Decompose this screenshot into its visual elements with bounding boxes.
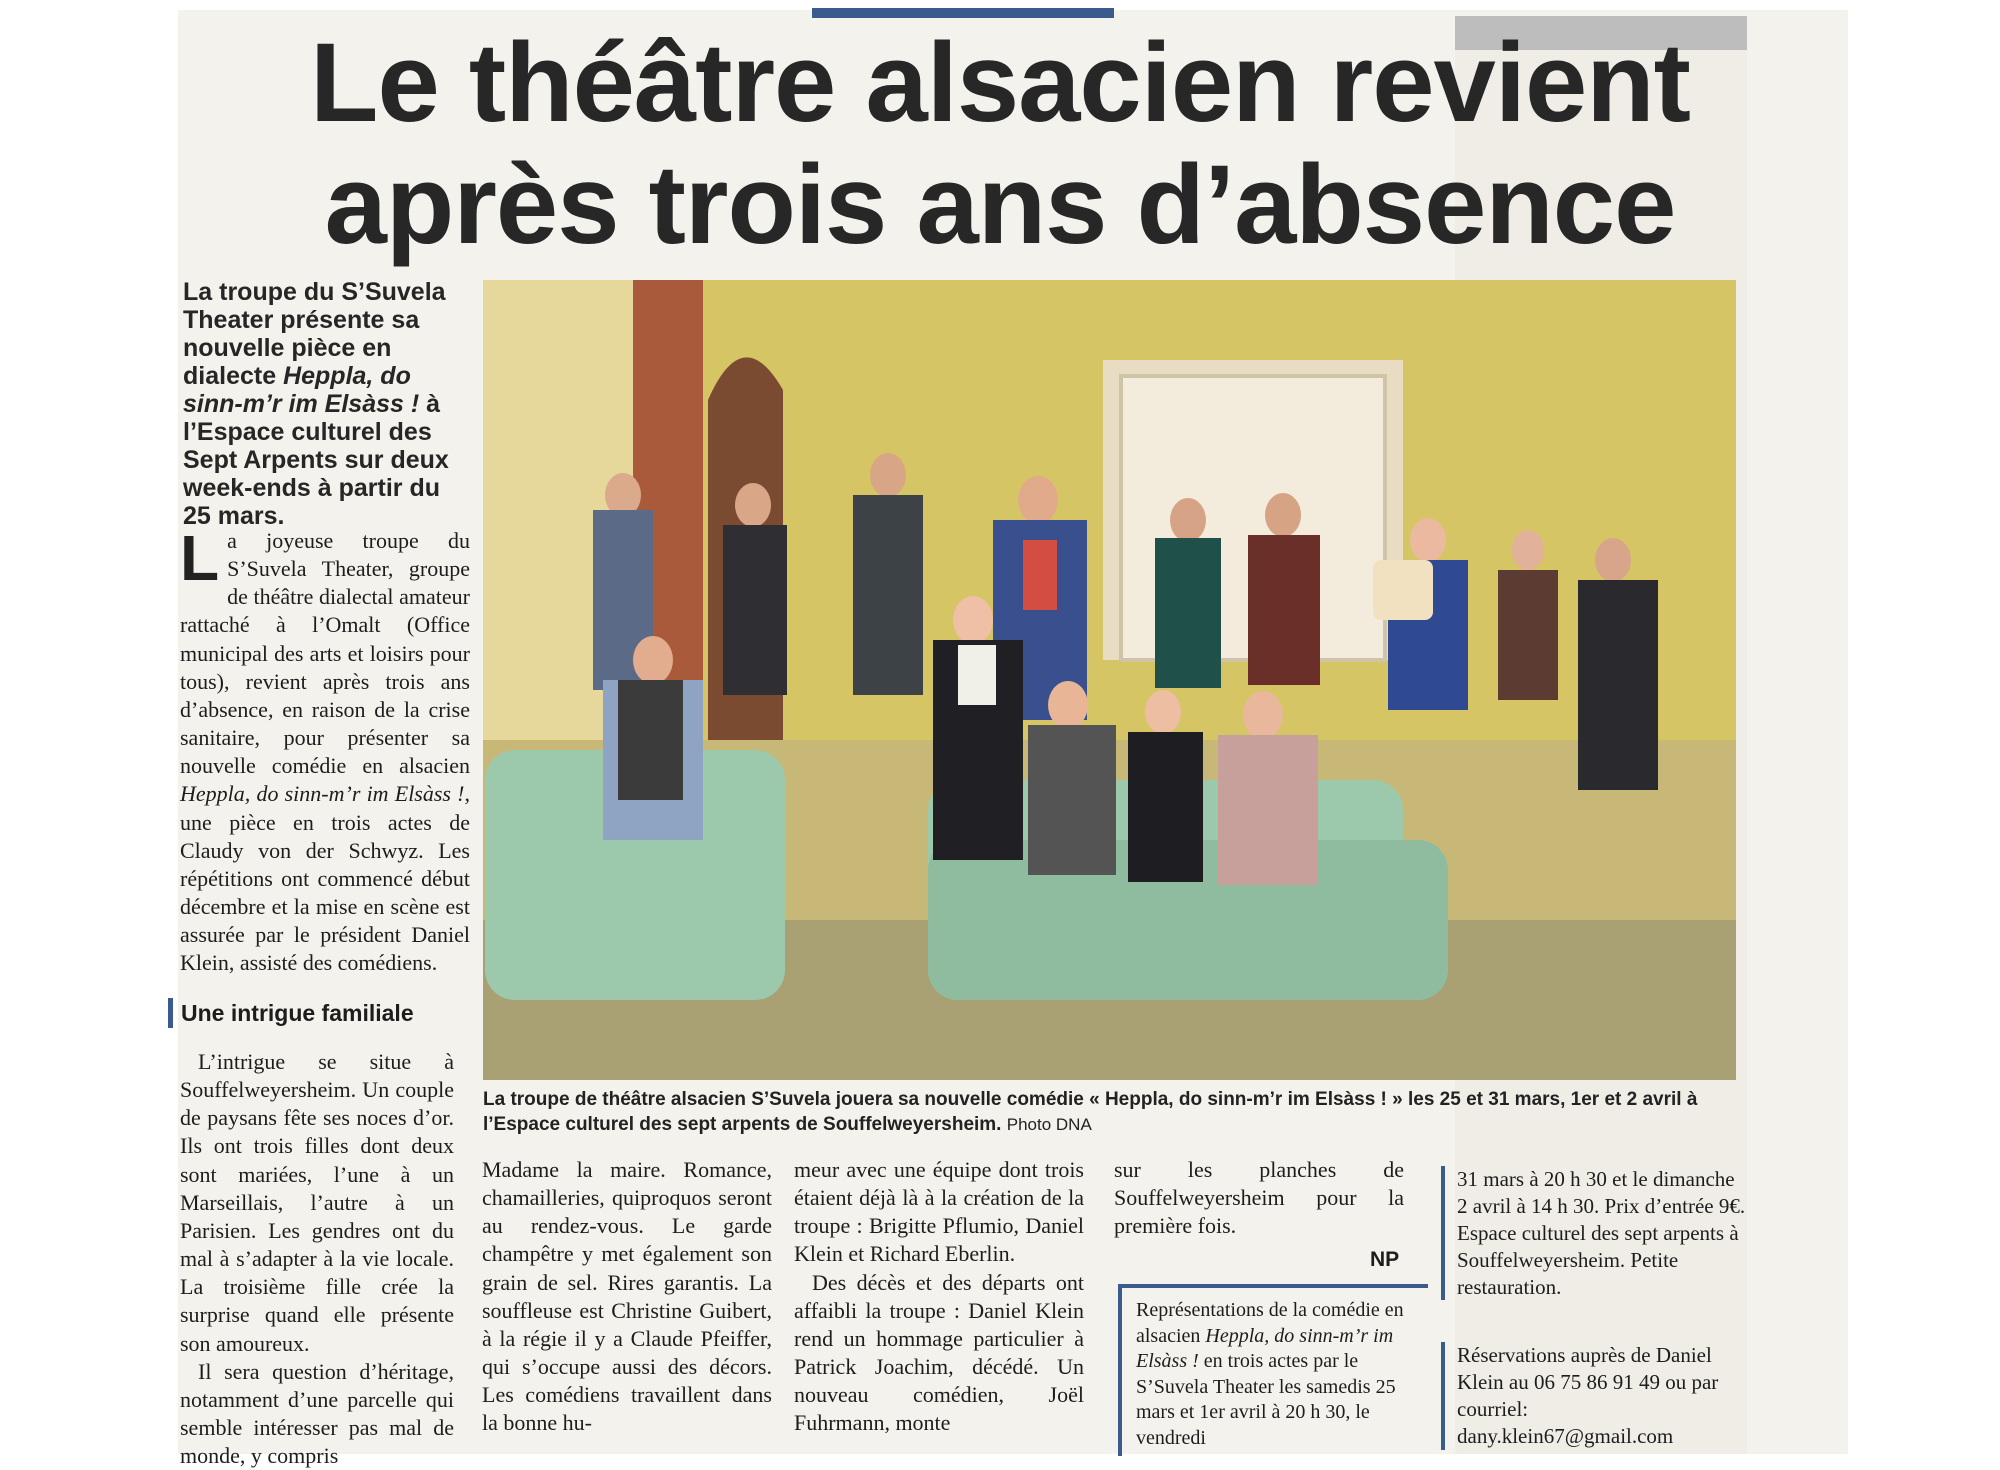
article-column-3: [794, 1156, 1084, 1438]
headline-line-2: après trois ans d’absence: [324, 142, 1676, 267]
article-paragraph-2: L’intrigue se situe à Souffelweyersheim. Un couple de paysans fête ses noces d’or. Ils ont trois filles dont deux sont mariées, l’une à un Marseillais, l’autre à un Parisien. Les gendres ont du mal à s’adapter à la vie locale. La troisième fille crée la surprise quand elle présente son amoureux.: [180, 1049, 454, 1356]
intertitle: Une intrigue familiale: [168, 998, 481, 1028]
author-signature: NP: [1370, 1248, 1400, 1271]
dates-prices-text: 31 mars à 20 h 30 et le dimanche 2 avril à 14 h 30. Prix d’entrée 9€. Espace culturel des sept arpents à Souffelweyersheim. Petite restauration.: [1457, 1167, 1746, 1299]
lead-paragraph: [183, 278, 473, 530]
paragraph-1-play-title: Heppla, do sinn-m’r im Elsàss !: [180, 781, 465, 807]
article-column-2: [482, 1156, 772, 1438]
caption-text: La troupe de théâtre alsacien S’Suvela jouera sa nouvelle comédie « Heppla, do sinn-m’r im Elsàss ! » les 25 et 31 mars, 1er et 2 avril à l’Espace culturel des sept arpents de Souffelweyersheim.: [483, 1089, 1698, 1135]
info-text-b: en trois actes par le S’Suvela Theater les samedis 25 mars et 1er avril à 20 h 30, le vendredi: [1136, 1350, 1396, 1449]
article-column-1: [180, 522, 470, 978]
photo-credit: Photo DNA: [1006, 1114, 1092, 1134]
headline: [180, 22, 1820, 266]
article-column-1-bottom: [180, 1048, 454, 1470]
reservation-info: [1441, 1342, 1747, 1450]
column-4-text: sur les planches de Souffelweyersheim pour la première fois.: [1114, 1157, 1404, 1239]
dropcap: L: [180, 522, 220, 594]
article-paragraph-1: [180, 522, 470, 978]
lead-intro: La troupe du S’Suvela Theater présente sa nouvelle pièce en dialecte: [183, 278, 446, 390]
practical-info-text: [1136, 1298, 1428, 1452]
practical-info-box: [1118, 1284, 1428, 1456]
practical-info-continued: [1441, 1166, 1747, 1300]
photo-caption: [483, 1088, 1738, 1137]
group-photo: [483, 280, 1736, 1080]
rubric-bar: [812, 8, 1114, 18]
paragraph-1-text-b: , une pièce en trois actes de Claudy von der Schwyz. Les répétitions ont commencé début décembre et la mise en scène est assurée par le président Daniel Klein, assisté des comédiens.: [180, 781, 470, 976]
paragraph-1-text-a: a joyeuse troupe du S’Suvela Theater, groupe de théâtre dialectal amateur rattaché à l’Omalt (Office municipal des arts et loisirs pour tous), revient après trois ans d’absence, en raison de la crise sanitaire, pour présenter sa nouvelle comédie en alsacien: [180, 528, 470, 779]
article-paragraph-3: Il sera question d’héritage, notamment d’une parcelle qui semble intéresser pas mal de monde, y compris: [180, 1358, 454, 1469]
column-3-text-a: meur avec une équipe dont trois étaient déjà là à la création de la troupe : Brigitte Pflumio, Daniel Klein et Richard Eberlin.: [794, 1157, 1084, 1267]
article-column-4: [1114, 1156, 1404, 1240]
lead-outro: à l’Espace culturel des Sept Arpents sur deux week-ends à partir du 25 mars.: [183, 390, 449, 530]
lead-play-title: Heppla, do sinn-m’r im Elsàss !: [183, 362, 420, 418]
column-3-text-b: Des décès et des départs ont affaibli la troupe : Daniel Klein rend un hommage particulier à Patrick Joachim, décédé. Un nouveau comédien, Joël Fuhrmann, monte: [794, 1269, 1084, 1436]
group-photo-illustration: [483, 280, 1736, 1080]
reservation-text: Réservations auprès de Daniel Klein au 06 75 86 91 49 ou par courriel: dany.klein67@gmail.com: [1457, 1343, 1719, 1448]
column-2-text: Madame la maire. Romance, chamailleries, quiproquos seront au rendez-vous. Le garde champêtre y met également son grain de sel. Rires garantis. La souffleuse est Christine Guibert, à la régie il y a Claude Pfeiffer, qui s’occupe aussi des décors. Les comédiens travaillent dans la bonne hu-: [482, 1157, 772, 1436]
info-text-a: Représentations de la comédie en alsacien: [1136, 1299, 1404, 1347]
info-play-title: Heppla, do sinn-m’r im Elsàss !: [1136, 1324, 1394, 1373]
headline-line-1: Le théâtre alsacien revient: [310, 20, 1690, 145]
